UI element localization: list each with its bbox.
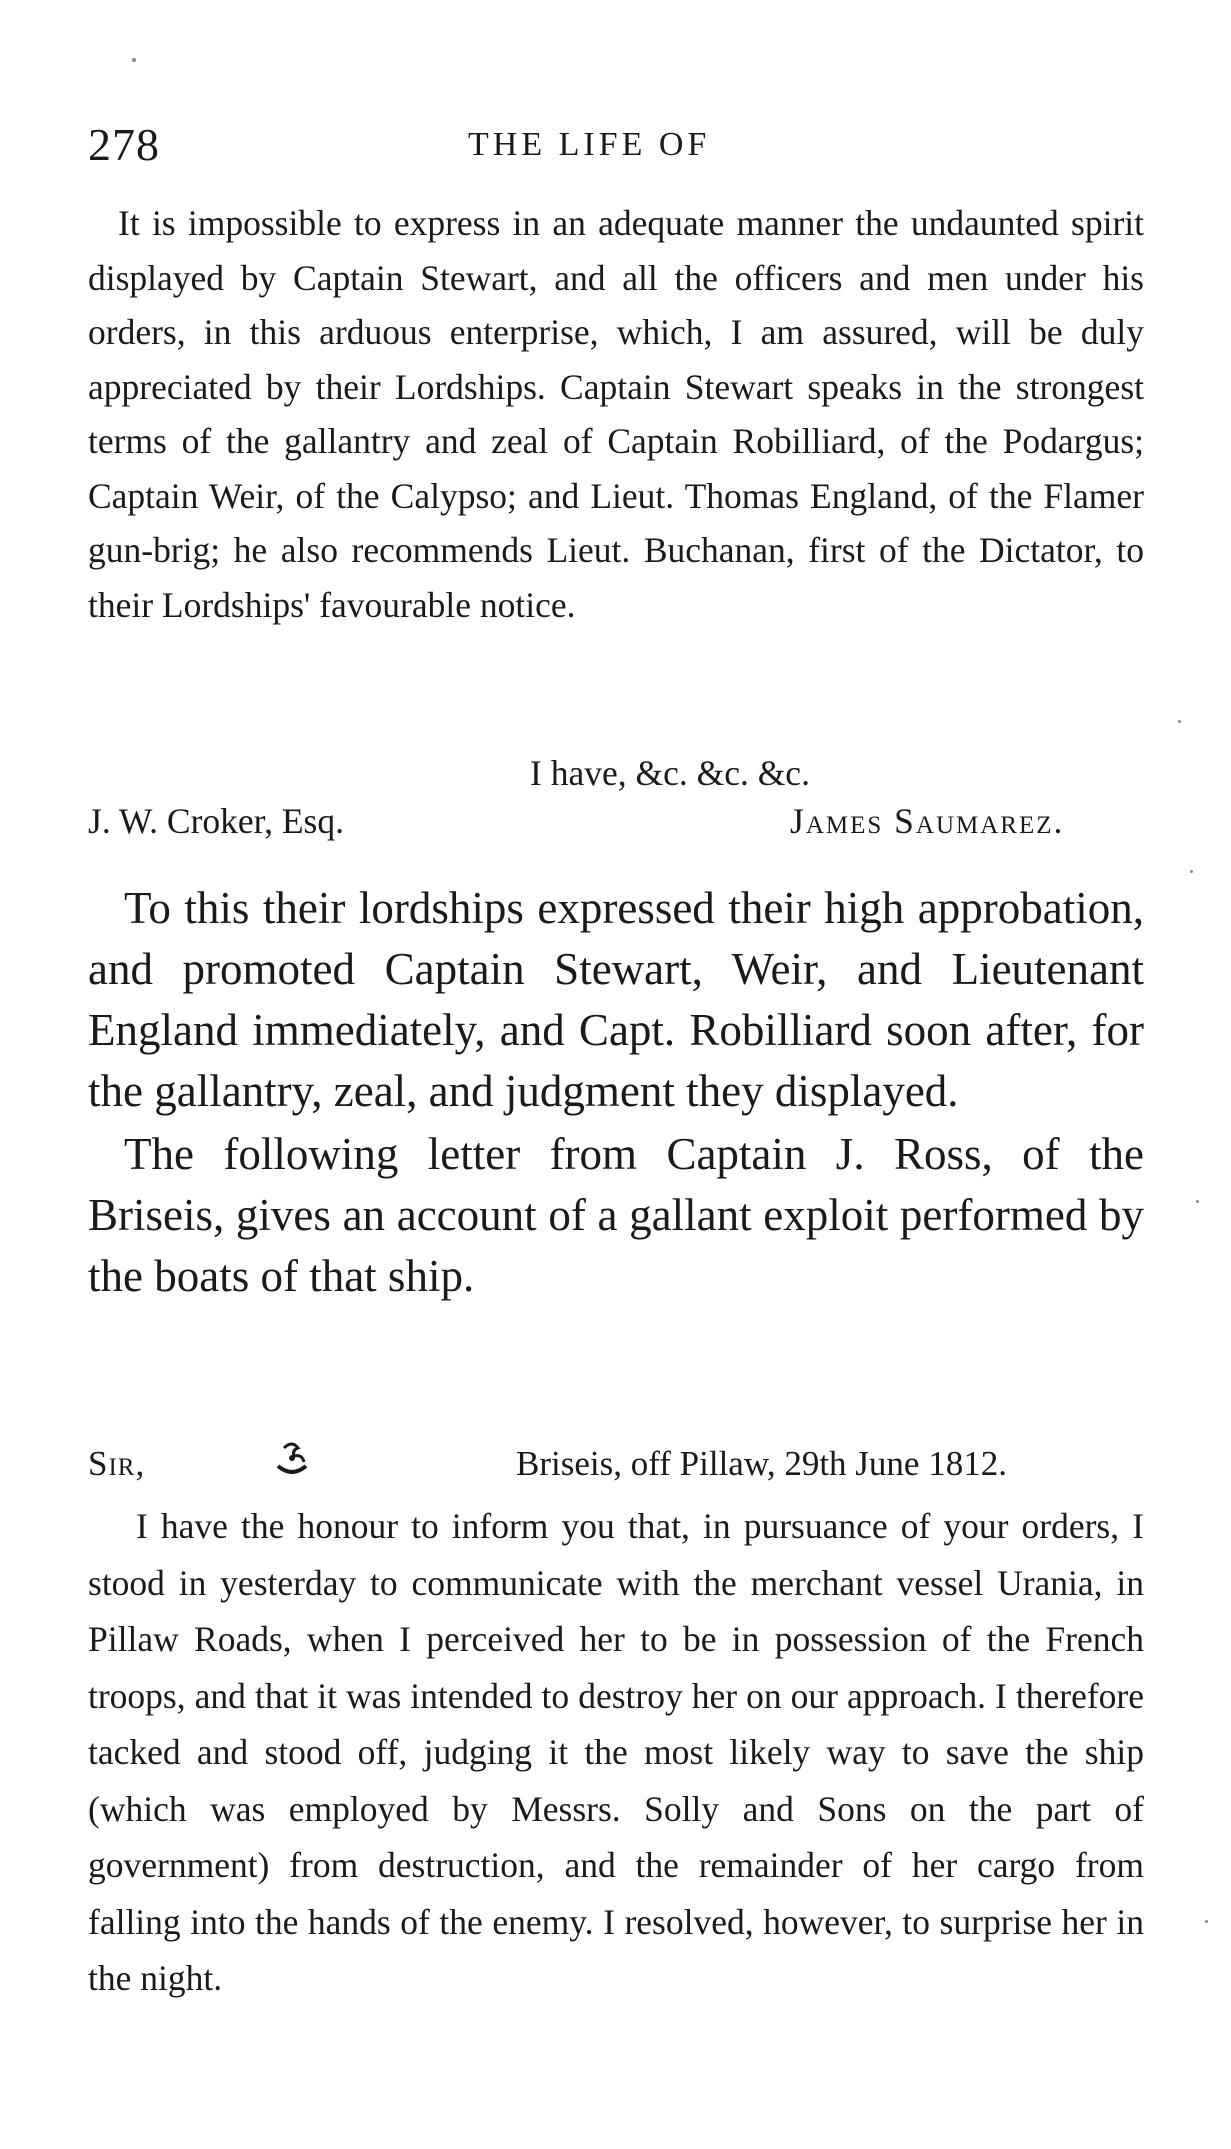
page-header xyxy=(88,118,1138,178)
paper-speck xyxy=(1205,1920,1208,1923)
narrative-text xyxy=(88,878,1144,1307)
paper-speck xyxy=(1190,870,1193,873)
paper-speck xyxy=(132,58,136,62)
page-number: 278 xyxy=(88,119,160,170)
letter-heading-ross xyxy=(88,1444,1144,1494)
printer-ornament-icon xyxy=(270,1438,314,1482)
running-title: THE LIFE OF xyxy=(468,126,711,163)
paper-speck xyxy=(1196,1200,1199,1203)
paper-speck xyxy=(1178,720,1181,723)
letter-dateline: Briseis, off Pillaw, 29th June 1812. xyxy=(516,1444,1007,1483)
letter-salutation: Sir, xyxy=(88,1444,146,1483)
letter-body-ross: I have the honour to inform you that, in pursuance of your orders, I stood in yesterday to communicate with the merchant vessel Urania, in Pillaw Roads, when I perceived her to be in possession of the French troops, and that it was intended to destroy her on our approach. I therefore tacked and stood off, judging it the most likely way to save the ship (which was employed by Messrs. Solly and Sons on the part of government) from destruction, and the remainder of her cargo from falling into the hands of the enemy. I resolved, however, to surprise her in the night. xyxy=(88,1506,1144,1998)
letter-closing: I have, &c. &c. &c. xyxy=(530,753,810,793)
letter-body-saumarez: It is impossible to express in an adequate manner the undaunted spirit displayed by Captain Stewart, and all the officers and men under his orders, in this arduous enterprise, which, I am assured, will be duly appreciated by their Lordships. Captain Stewart speaks in the strongest terms of the gallantry and zeal of Captain Robilliard, of the Podargus; Captain Weir, of the Calypso; and Lieut. Thomas England, of the Flamer gun-brig; he also recommends Lieut. Buchanan, first of the Dictator, to their Lordships' favourable notice. xyxy=(88,203,1144,625)
letter-addressee: J. W. Croker, Esq. xyxy=(88,801,344,841)
letter-signature: James Saumarez. xyxy=(790,801,1065,841)
narrative-paragraph: The following letter from Captain J. Ross, of the Briseis, gives an account of a gallant exploit performed by the boats of that ship. xyxy=(88,1129,1144,1301)
narrative-paragraph: To this their lordships expressed their high approbation, and promoted Captain Stewart, Weir, and Lieutenant England immediately, and Capt. Robilliard soon after, for the gallantry, zeal, and judgment they displayed. xyxy=(88,883,1144,1116)
